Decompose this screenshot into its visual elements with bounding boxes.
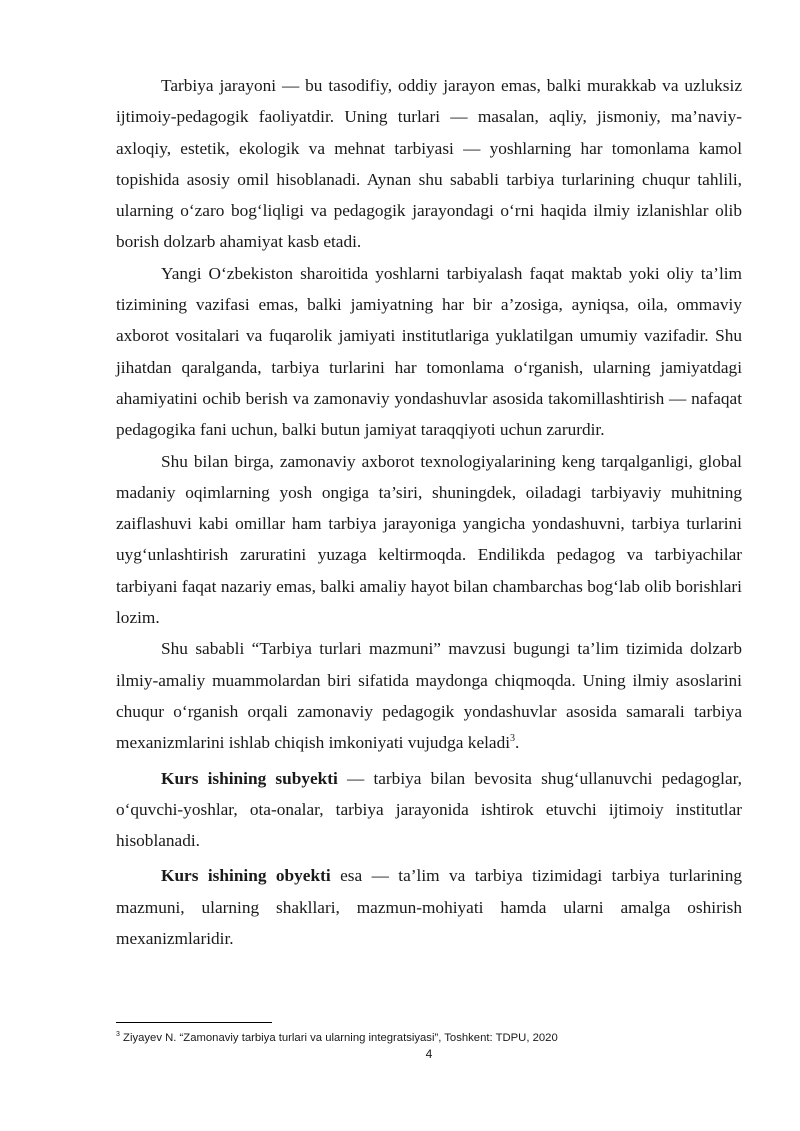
paragraph-4	[116, 633, 742, 758]
footnote-reference[interactable]: 3	[510, 733, 516, 745]
course-object-text: esa — ta’lim va tarbiya tizimidagi tarbiya turlarining mazmuni, ularning shakllari, mazmun-mohiyati hamda ularni amalga oshirish mexanizmlaridir.	[116, 866, 743, 949]
paragraph-4-text: Shu sababli “Tarbiya turlari mazmuni” mavzusi bugungi ta’lim tizimida dolzarb ilmiy-amaliy muammolardan biri sifatida maydonga chiqmoqda. Uning ilmiy asoslarini chuqur o‘rganish orqali zamonaviy pedagogik yondashuvlar asosida samarali tarbiya mexanizmlarini ishlab chiqish imkoniyati vujudga keladi	[116, 639, 742, 753]
paragraph-course-subject	[116, 763, 742, 857]
course-subject-term: Kurs ishining subyekti	[161, 768, 338, 788]
paragraph-2	[116, 258, 742, 446]
footnote-number: 3	[116, 1031, 120, 1039]
footnote-text: Ziyayev N. “Zamonaviy tarbiya turlari va ularning integratsiyasi”, Toshkent: TDPU, 2020	[119, 1032, 558, 1044]
course-subject-text: — tarbiya bilan bevosita shug‘ullanuvchi pedagoglar, o‘quvchi-yoshlar, ota-onalar, tarbiya jarayonida ishtirok etuvchi ijtimoiy institutlar hisoblanadi.	[116, 768, 742, 851]
footnote	[116, 1031, 742, 1045]
paragraph-3	[116, 446, 742, 634]
paragraph-2-text: Yangi O‘zbekiston sharoitida yoshlarni tarbiyalash faqat maktab yoki oliy ta’lim tizimining vazifasi emas, balki jamiyatning har bir a’zosiga, ayniqsa, oila, ommaviy axborot vositalari va fuqarolik jamiyati institutlariga yuklatilgan umumiy vazifadir. Shu jihatdan qaralganda, tarbiya turlarini har tomonlama o‘rganish, ularning jamiyatdagi ahamiyatini ochib berish va zamonaviy yondashuvlar asosida takomillashtirish — nafaqat pedagogika fani uchun, balki butun jamiyat taraqqiyoti uchun zarurdir.	[116, 263, 742, 440]
paragraph-3-text: Shu bilan birga, zamonaviy axborot texnologiyalarining keng tarqalganligi, global madaniy oqimlarning yosh ongiga ta’siri, shuningdek, oiladagi tarbiyaviy muhitning zaiflashuvi kabi omillar ham tarbiya jarayoniga yangicha yondashuvni, tarbiya turlarini uyg‘unlashtirish zaruratini yuzaga keltirmoqda. Endilikda pedagog va tarbiyachilar tarbiyani faqat nazariy emas, balki amaliy hayot bilan chambarchas bog‘lab olib borishlari lozim.	[116, 451, 742, 628]
page-number: 4	[425, 1047, 433, 1061]
paragraph-1-text: Tarbiya jarayoni — bu tasodifiy, oddiy jarayon emas, balki murakkab va uzluksiz ijtimoiy-pedagogik faoliyatdir. Uning turlari — masalan, aqliy, jismoniy, ma’naviy-axloqiy, estetik, ekologik va mehnat tarbiyasi — yoshlarning har tomonlama kamol topishida asosiy omil hisoblanadi. Aynan shu sababli tarbiya turlarining chuqur tahlili, ularning o‘zaro bog‘liqligi va pedagogik jarayondagi o‘rni haqida ilmiy izlanishlar olib borish dolzarb ahamiyat kasb etadi.	[116, 76, 742, 252]
paragraph-4-end: .	[515, 733, 520, 753]
course-object-term: Kurs ishining obyekti	[161, 866, 331, 886]
body-text	[116, 70, 742, 954]
footnote-separator	[116, 1022, 272, 1023]
paragraph-1	[116, 70, 742, 258]
paragraph-course-object	[116, 860, 742, 954]
